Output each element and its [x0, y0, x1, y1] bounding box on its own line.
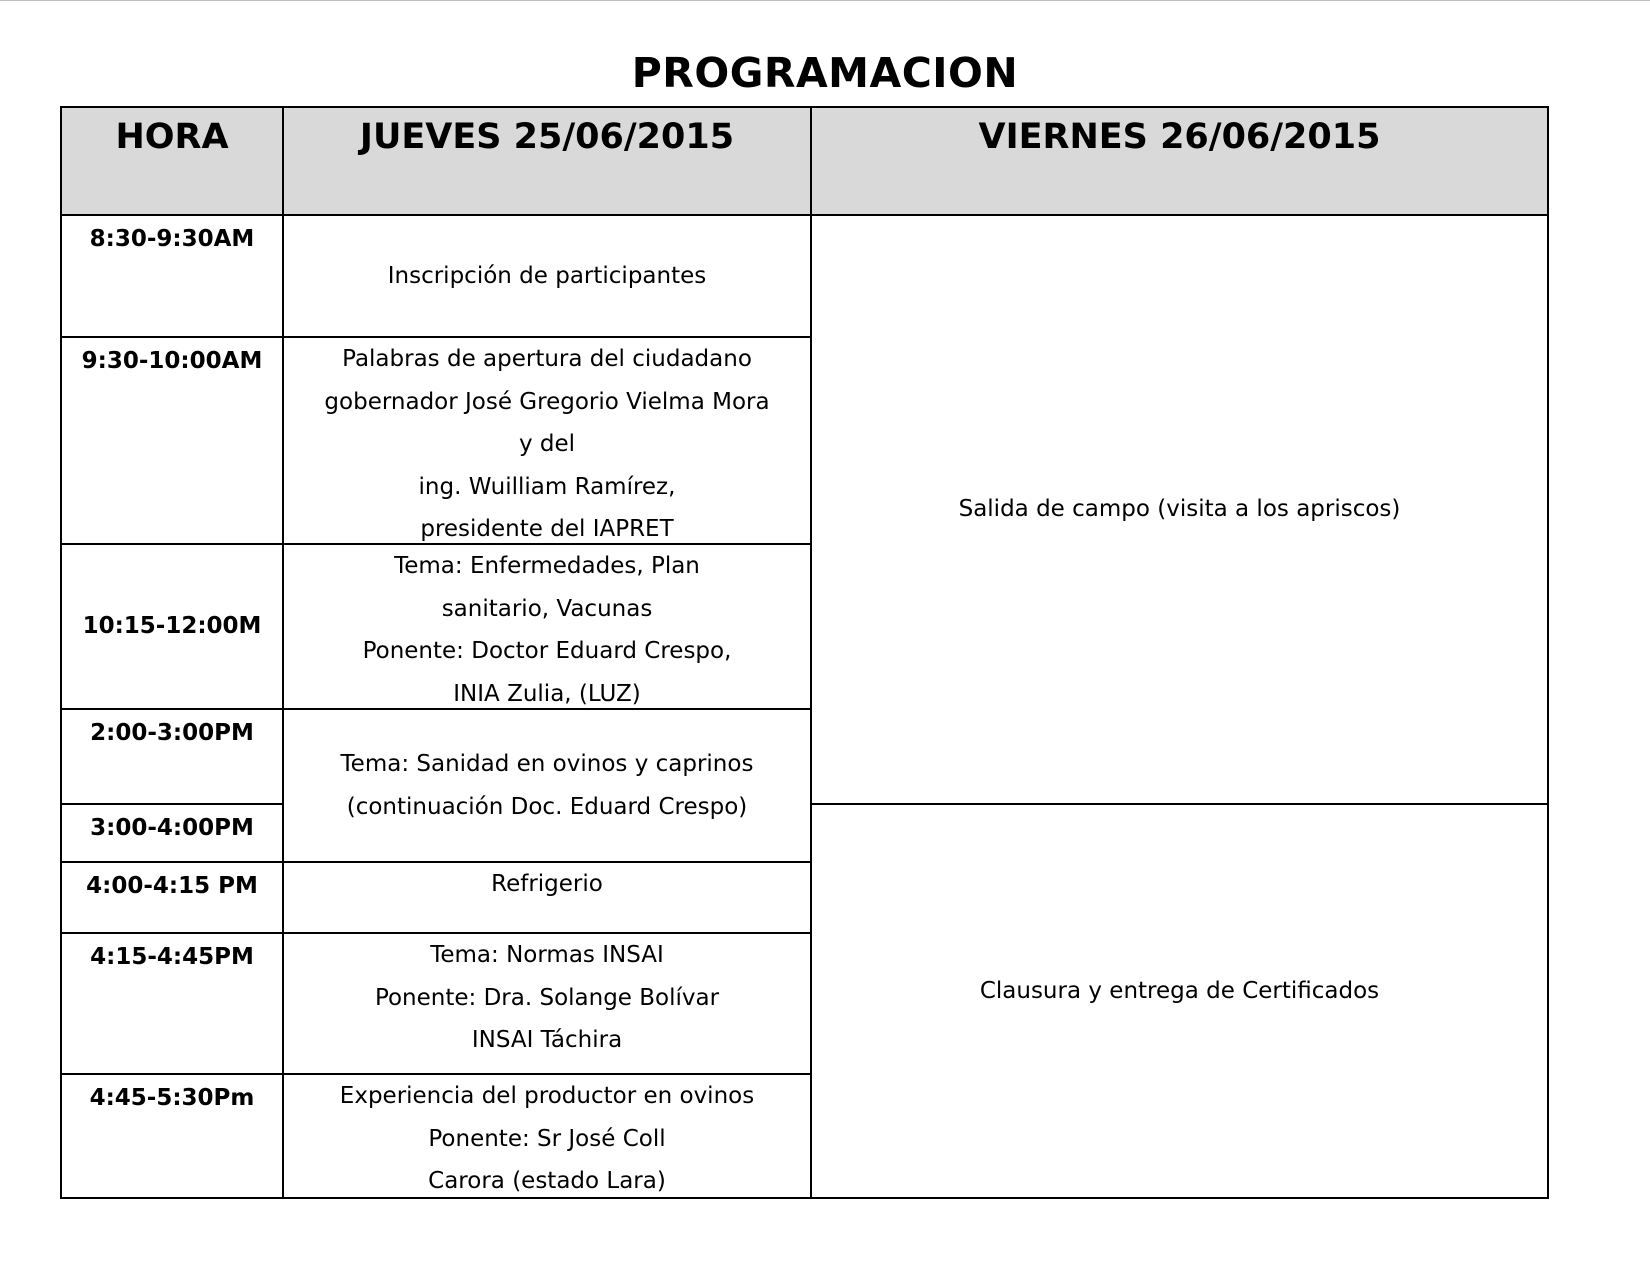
enfermedades-line: sanitario, Vacunas	[441, 595, 653, 622]
time-slot-8: 4:45-5:30Pm	[60, 1073, 284, 1199]
enfermedades-line: INIA Zulia, (LUZ)	[453, 680, 641, 707]
insai-line: Tema: Normas INSAI	[430, 942, 664, 968]
page-top-rule	[0, 0, 1650, 1]
time-slot-5: 3:00-4:00PM	[60, 803, 284, 863]
jueves-insai	[282, 932, 812, 1075]
jueves-enfermedades	[282, 543, 812, 710]
enfermedades-line: Ponente: Doctor Eduard Crespo,	[362, 638, 732, 664]
refrigerio-text: Refrigerio	[491, 871, 603, 897]
apertura-line: presidente del IAPRET	[420, 516, 674, 542]
experiencia-line: Ponente: Sr José Coll	[428, 1125, 666, 1152]
enfermedades-line: Tema: Enfermedades, Plan	[394, 553, 700, 579]
jueves-inscripcion	[282, 214, 812, 338]
apertura-line: ing. Wuilliam Ramírez,	[418, 473, 676, 500]
apertura-line: y del	[518, 431, 576, 457]
insai-line: INSAI Táchira	[471, 1027, 623, 1053]
time-slot-3: 10:15-12:00M	[60, 543, 284, 710]
header-jueves: JUEVES 25/06/2015	[282, 106, 812, 216]
jueves-apertura	[282, 336, 812, 545]
time-slot-2: 9:30-10:00AM	[60, 336, 284, 545]
experiencia-line: Carora (estado Lara)	[428, 1168, 666, 1194]
time-slot-4: 2:00-3:00PM	[60, 708, 284, 805]
sanidad-line: Tema: Sanidad en ovinos y caprinos	[340, 751, 754, 777]
insai-line: Ponente: Dra. Solange Bolívar	[374, 984, 720, 1011]
header-hora: HORA	[60, 106, 284, 216]
apertura-line: gobernador José Gregorio Vielma Mora	[324, 388, 770, 415]
clausura-text: Clausura y entrega de Certificados	[979, 977, 1380, 1004]
jueves-refrigerio	[282, 861, 812, 934]
experiencia-line: Experiencia del productor en ovinos	[339, 1083, 755, 1109]
jueves-experiencia	[282, 1073, 812, 1199]
schedule-table	[61, 107, 1548, 1198]
sanidad-line: (continuación Doc. Eduard Crespo)	[346, 793, 748, 820]
page-title: PROGRAMACION	[631, 49, 1019, 97]
viernes-salida-de-campo	[810, 214, 1549, 805]
viernes-clausura	[810, 803, 1549, 1199]
time-slot-6: 4:00-4:15 PM	[60, 861, 284, 934]
jueves-inscripcion-text: Inscripción de participantes	[387, 262, 707, 289]
header-viernes: VIERNES 26/06/2015	[810, 106, 1549, 216]
apertura-line: Palabras de apertura del ciudadano	[342, 346, 752, 372]
time-slot-1: 8:30-9:30AM	[60, 214, 284, 338]
jueves-sanidad	[282, 708, 812, 863]
time-slot-7: 4:15-4:45PM	[60, 932, 284, 1075]
salida-text: Salida de campo (visita a los apriscos)	[958, 496, 1401, 523]
